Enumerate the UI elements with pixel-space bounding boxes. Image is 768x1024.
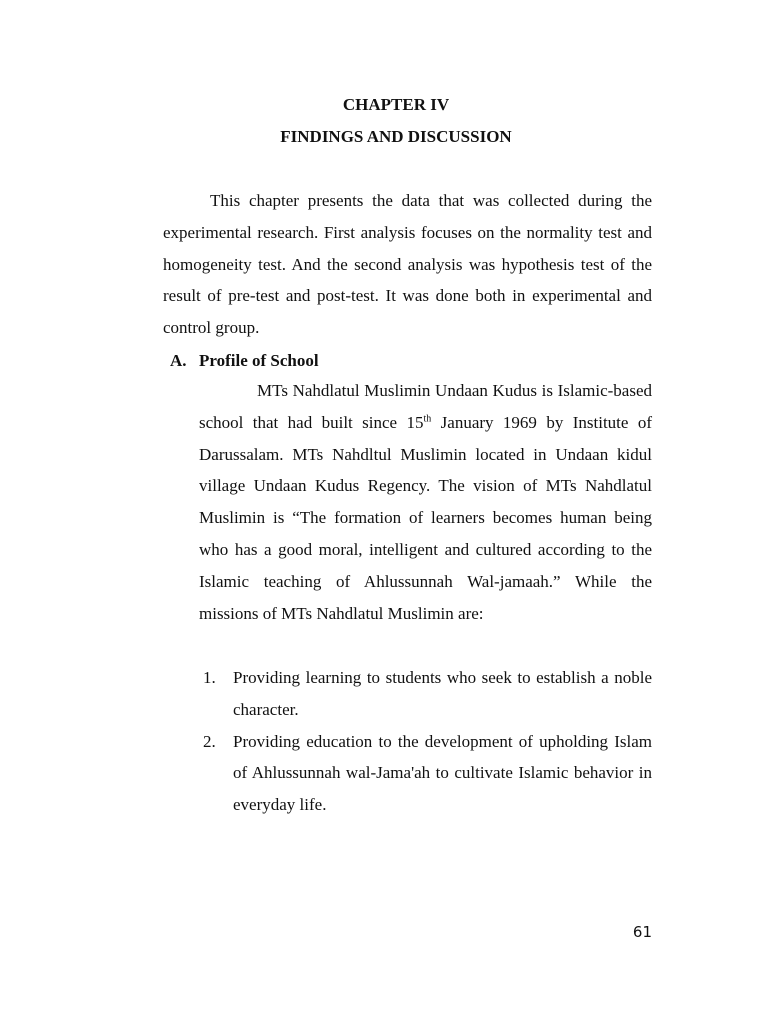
- section-heading: [170, 345, 319, 376]
- section-heading-text: Profile of School: [199, 351, 319, 370]
- profile-paragraph: [199, 375, 652, 629]
- mission-text: Providing education to the development of upholding Islam of Ahlussunnah wal-Jama'ah to cultivate Islamic behavior in everyday life.: [233, 731, 652, 815]
- chapter-label: CHAPTER IV: [342, 95, 450, 114]
- chapter-title: FINDINGS AND DISCUSSION: [280, 127, 512, 146]
- mission-item-2: [199, 726, 652, 821]
- mission-number: 1.: [203, 668, 216, 687]
- missions-list: [199, 662, 652, 821]
- profile-superscript: th: [423, 413, 432, 425]
- page-number: 61: [632, 923, 652, 941]
- mission-item-1: [199, 662, 652, 726]
- section-letter: A.: [170, 351, 187, 370]
- mission-text: Providing learning to students who seek to establish a noble character.: [233, 668, 652, 719]
- mission-number: 2.: [203, 731, 216, 751]
- profile-text-part2: January 1969 by Institute of Darussalam. MTs Nahdltul Muslimin located in Undaan kidul village Undaan Kudus Regency. The vision of MTs Nahdlatul Muslimin is “The formation of learners becomes human being who has a good moral, intelligent and cultured according to the Islamic teaching of Ahlussunnah Wal-jamaah.” While the missions of MTs Nahdlatul Muslimin are:: [199, 412, 652, 623]
- profile-text-part1: MTs Nahdlatul Muslimin Undaan Kudus is Islamic-based school that had built since 15: [199, 381, 652, 432]
- intro-paragraph: This chapter presents the data that was collected during the experimental research. First analysis focuses on the normality test and homogeneity test. And the second analysis was hypothesis test of the result of pre-test and post-test. It was done both in experimental and control group.: [163, 191, 652, 338]
